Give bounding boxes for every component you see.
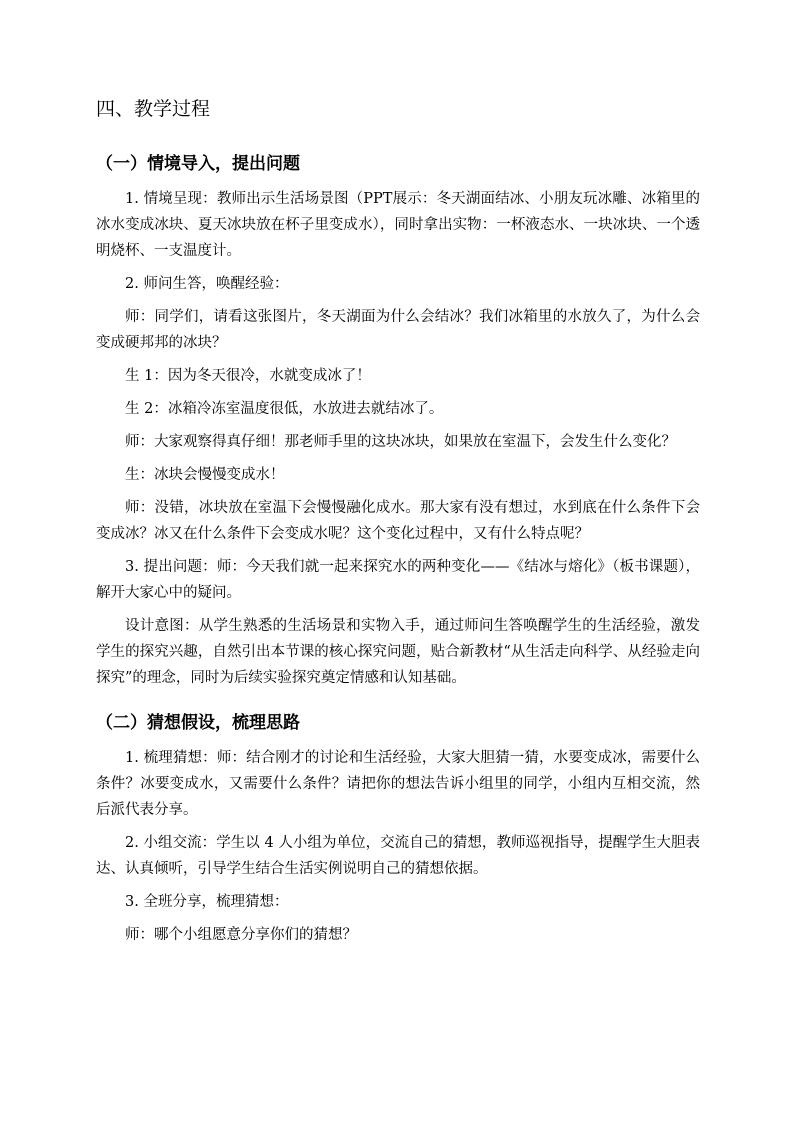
paragraph: 3. 提出问题：师：今天我们就一起来探究水的两种变化——《结冰与熔化》（板书课题），解开大家心中的疑问。 <box>96 559 700 601</box>
section-title: 四、教学过程 <box>96 98 211 120</box>
part2-heading: （二）猜想假设，梳理思路 <box>96 713 300 733</box>
paragraph: 生 1：因为冬天很冷，水就变成冰了！ <box>125 368 371 384</box>
paragraph: 师：哪个小组愿意分享你们的猜想？ <box>125 927 357 943</box>
paragraph: 2. 小组交流：学生以 4 人小组为单位，交流自己的猜想，教师巡视指导，提醒学生大胆表达、认真倾听，引导学生结合生活实例说明自己的猜想依据。 <box>96 835 700 877</box>
paragraph: 生：冰块会慢慢变成水！ <box>125 467 285 483</box>
document-body <box>96 94 700 955</box>
design-intent-paragraph: 设计意图：从学生熟悉的生活场景和实物入手，通过师问生答唤醒学生的生活经验，激发学生的探究兴趣，自然引出本节课的核心探究问题，贴合新教材“从生活走向科学、从经验走向探究”的理念，同时为后续实验探究奠定情感和认知基础。 <box>96 618 700 686</box>
paragraph: 1. 情境呈现：教师出示生活场景图（PPT展示：冬天湖面结冰、小朋友玩冰雕、冰箱里的冰水变成冰块、夏天冰块放在杯子里变成水），同时拿出实物：一杯液态水、一块冰块、一个透明烧杯、一支温度计。 <box>96 191 700 259</box>
paragraph: 生 2：冰箱冷冻室温度很低，水放进去就结冰了。 <box>125 401 444 417</box>
part2-paragraphs <box>96 745 700 948</box>
part1-heading: （一）情境导入，提出问题 <box>96 154 300 174</box>
paragraph: 2. 师问生答，唤醒经验： <box>125 276 289 292</box>
paragraph: 3. 全班分享，梳理猜想： <box>125 894 289 910</box>
paragraph: 师：同学们，请看这张图片，冬天湖面为什么会结冰？我们冰箱里的水放久了，为什么会变成硬邦邦的冰块？ <box>96 309 700 351</box>
part1-paragraphs <box>96 186 700 691</box>
paragraph: 师：没错，冰块放在室温下会慢慢融化成水。那大家有没有想过，水到底在什么条件下会变成冰？冰又在什么条件下会变成水呢？这个变化过程中，又有什么特点呢？ <box>96 500 700 542</box>
paragraph: 1. 梳理猜想：师：结合刚才的讨论和生活经验，大家大胆猜一猜，水要变成冰，需要什么条件？冰要变成水，又需要什么条件？请把你的想法告诉小组里的同学，小组内互相交流，然后派代表分享。 <box>96 750 700 818</box>
paragraph: 师：大家观察得真仔细！那老师手里的这块冰块，如果放在室温下，会发生什么变化？ <box>125 434 676 450</box>
